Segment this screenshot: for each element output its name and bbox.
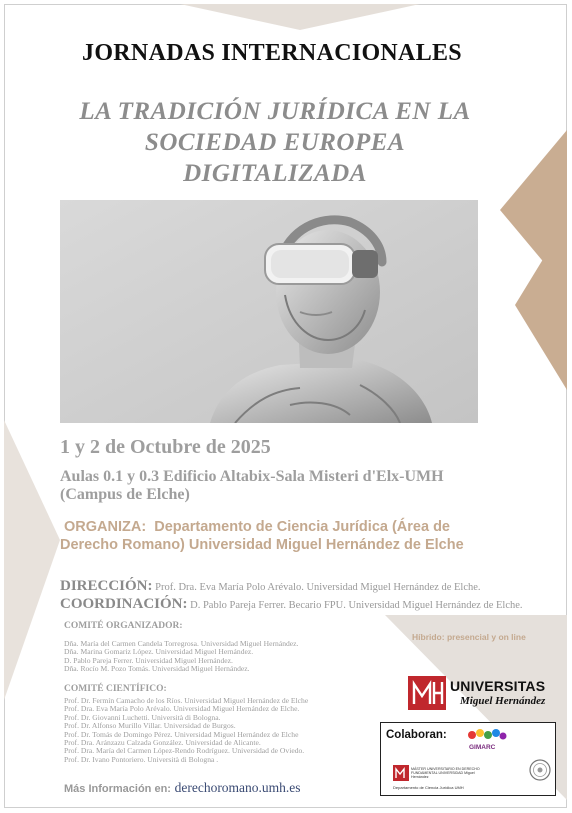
department-text: Departamento de Ciencia Jurídica UMH [393,785,464,790]
comite-organizador-list [64,640,298,674]
list-item: D. Pablo Pareja Ferrer. Universidad Miguel Hernández. [64,655,233,665]
master-logo [393,765,483,793]
coordinacion-text: D. Pablo Pareja Ferrer. Becario FPU. Universidad Miguel Hernández de Elche. [190,600,523,611]
colaboran-label: Colaboran: [386,729,447,741]
top-triangle [180,4,420,38]
event-date: 1 y 2 de Octubre de 2025 [60,436,271,458]
seal-emblem-icon [529,759,551,781]
coordinacion-line [60,596,523,613]
more-info-label: Más Información en: [64,783,171,795]
vr-statue-image [60,200,478,423]
venue-line-2: (Campus de Elche) [60,486,190,503]
list-item: Prof. Dr. Fermín Camacho de los Ríos. Universidad Miguel Hernández de Elche [64,696,309,705]
direccion-label: DIRECCIÓN: [60,578,153,594]
organiza-line-2: Derecho Romano) Universidad Miguel Hernández de Elche [60,537,464,553]
list-item: Prof. Dr. Ivano Pontoriero. Università di Bologna . [64,754,219,764]
list-item: Prof. Dra. Aránzazu Calzada González. Universidad de Alicante. [64,738,261,748]
subtitle-line-2: SOCIEDAD EUROPEA [144,129,406,156]
colaboran-box [380,722,556,796]
gimarc-logo [467,727,507,753]
page-subtitle [40,96,510,189]
list-item: Prof. Dra. Eva María Polo Arévalo. Universidad Miguel Hernández de Elche. [64,704,300,714]
list-item: Prof. Dra. María del Carmen López-Rendo Rodríguez. Universidad de Oviedo. [64,746,305,756]
comite-cientifico-list [64,697,308,764]
event-venue [60,468,490,504]
umh-word-universitas: UNIVERSITAS [450,678,546,694]
organiza-block [60,518,530,554]
direccion-text: Prof. Dra. Eva María Polo Arévalo. Universidad Miguel Hernández de Elche. [155,582,481,593]
umh-word-miguel: Miguel Hernández [460,695,546,707]
master-mark-icon [393,765,409,781]
gimarc-icon [467,727,507,745]
subtitle-line-1: LA TRADICIÓN JURÍDICA EN LA [79,98,471,125]
hibrido-note: Híbrido: presencial y on line [412,632,526,642]
umh-mark-icon [408,676,446,710]
right-triangle-lower [515,220,567,390]
organiza-label: ORGANIZA: [64,519,147,535]
subtitle-line-3: DIGITALIZADA [183,160,367,187]
venue-line-1: Aulas 0.1 y 0.3 Edificio Altabix-Sala Misteri d'Elx-UMH [60,468,444,485]
more-info [64,780,301,796]
organiza-line-1: Departamento de Ciencia Jurídica (Área de [154,519,451,535]
more-info-link[interactable]: derechoromano.umh.es [174,780,301,795]
list-item: Prof. Dr. Giovanni Luchetti. Università di Bologna. [64,712,221,722]
comite-cientifico-heading: COMITÉ CIENTÍFICO: [64,684,167,694]
master-text: MÁSTER UNIVERSITARIO EN DERECHO FUNDAMENTAL UNIVERSIDAD Miguel Hernández [411,767,480,779]
left-triangle-bottom [4,420,60,700]
direccion-line [60,578,481,595]
gimarc-label: GIMARC [469,744,496,751]
list-item: Dña. Rocío M. Pozo Tomás. Universidad Miguel Hernández. [64,664,250,674]
coordinacion-label: COORDINACIÓN: [60,596,188,612]
list-item: Prof. Dr. Tomás de Domingo Pérez. Universidad Miguel Hernández de Elche [64,729,299,739]
list-item: Dña. Marina Gomariz López. Universidad Miguel Hernández. [64,647,254,657]
list-item: Prof. Dr. Alfonso Murillo Villar. Universidad de Burgos. [64,721,236,731]
page-title: JORNADAS INTERNACIONALES [82,40,462,66]
comite-organizador-heading: COMITÉ ORGANIZADOR: [64,621,183,631]
umh-logo [408,676,558,712]
list-item: Dña. María del Carmen Candela Torregrosa. Universidad Miguel Hernández. [64,639,299,648]
